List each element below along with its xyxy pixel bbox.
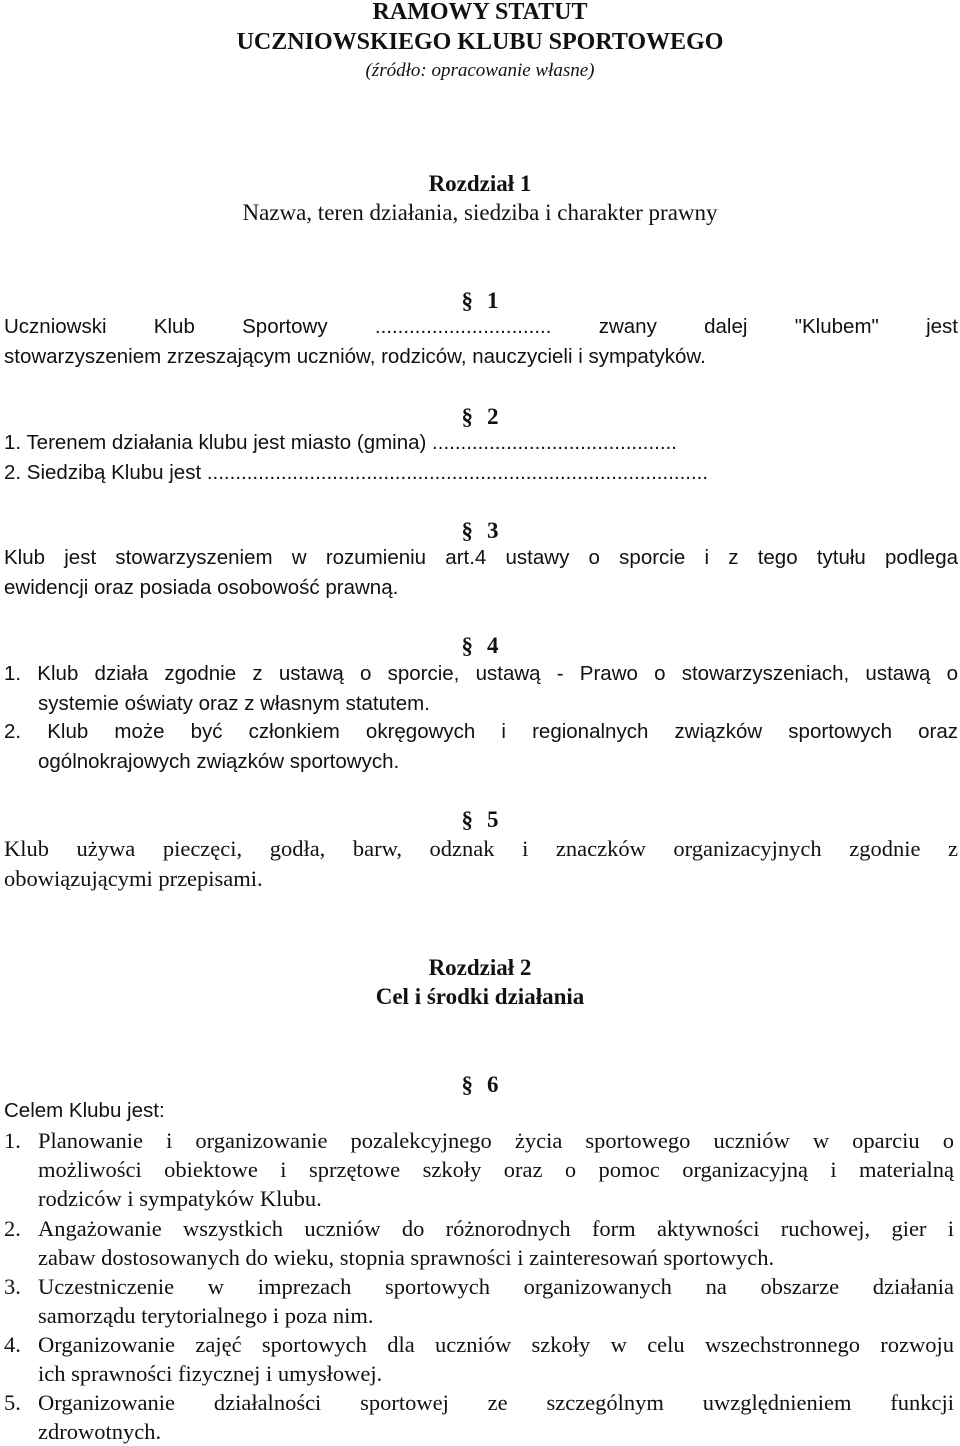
s6-item5-line2: zdrowotnych. [38,1419,162,1444]
s6-intro: Celem Klubu jest: [4,1099,165,1122]
section-6-heading [0,1073,960,1096]
section-number: 4 [487,633,499,658]
s5-line1: Klub używa pieczęci, godła, barw, odznak i znaczków organizacyjnych zgodnie z [4,836,958,861]
s6-item2-line2: zabaw dostosowanych do wieku, stopnia sprawności i zainteresowań sportowych. [38,1245,775,1270]
s6-item3-number: 3. [4,1274,21,1299]
section-1-heading [0,289,960,312]
s1-line1: Uczniowski Klub Sportowy ............................... zwany dalej "Klubem" jest [4,315,958,338]
s6-item2-number: 2. [4,1216,21,1241]
s2-item2: 2. Siedzibą Klubu jest ........................................................................................ [4,461,709,484]
section-symbol: § [461,807,473,832]
s4-item1-line1: 1. Klub działa zgodnie z ustawą o sporcie, ustawą - Prawo o stowarzyszeniach, ustawą o [4,662,958,685]
section-symbol: § [461,633,473,658]
s6-item1-line1: Planowanie i organizowanie pozalekcyjnego życia sportowego uczniów w oparciu o [38,1128,954,1153]
s6-item3-line1: Uczestniczenie w imprezach sportowych organizowanych na obszarze działania [38,1274,954,1299]
section-number: 3 [487,518,499,543]
section-2-heading [0,405,960,428]
section-symbol: § [461,288,473,313]
s5-line2: obowiązującymi przepisami. [4,866,263,891]
s3-line2: ewidencji oraz posiada osobowość prawną. [4,576,399,599]
s6-item4-number: 4. [4,1332,21,1357]
section-5-heading [0,808,960,831]
section-symbol: § [461,518,473,543]
section-symbol: § [461,1072,473,1097]
source-note: (źródło: opracowanie własne) [365,60,595,81]
section-4-heading [0,634,960,657]
document-title-line2: UCZNIOWSKIEGO KLUBU SPORTOWEGO [236,29,724,55]
section-3-heading [0,519,960,542]
s6-item3-line2: samorządu terytorialnego i poza nim. [38,1303,374,1328]
s6-item4-line2: ich sprawności fizycznej i umysłowej. [38,1361,383,1386]
s6-item1-number: 1. [4,1128,21,1153]
s6-item4-line1: Organizowanie zajęć sportowych dla uczniów szkoły w celu wszechstronnego rozwoju [38,1332,954,1357]
s3-line1: Klub jest stowarzyszeniem w rozumieniu art.4 ustawy o sporcie i z tego tytułu podlega [4,546,958,569]
s4-item1-line2: systemie oświaty oraz z własnym statutem. [38,692,430,715]
s6-item1-line3: rodziców i sympatyków Klubu. [38,1186,322,1211]
section-number: 1 [487,288,499,313]
chapter1-label: Rozdział 1 [428,171,532,196]
s6-item1-line2: możliwości obiektowe i sprzętowe szkoły oraz o pomoc organizacyjną i materialną [38,1157,954,1182]
chapter1-subtitle: Nazwa, teren działania, siedziba i charakter prawny [242,200,718,225]
s4-item2-line2: ogólnokrajowych związków sportowych. [38,750,400,773]
s4-item2-line1: 2. Klub może być członkiem okręgowych i regionalnych związków sportowych oraz [4,720,958,743]
section-number: 5 [487,807,499,832]
chapter2-label: Rozdział 2 [428,955,532,980]
s6-item5-number: 5. [4,1390,21,1415]
s6-item5-line1: Organizowanie działalności sportowej ze szczególnym uwzględnieniem funkcji [38,1390,954,1415]
s1-line2: stowarzyszeniem zrzeszającym uczniów, rodziców, nauczycieli i sympatyków. [4,345,706,368]
s6-item2-line1: Angażowanie wszystkich uczniów do różnorodnych form aktywności ruchowej, gier i [38,1216,954,1241]
section-number: 6 [487,1072,499,1097]
chapter2-subtitle: Cel i środki działania [375,984,585,1009]
section-symbol: § [461,404,473,429]
s2-item1: 1. Terenem działania klubu jest miasto (gmina) ........................................... [4,431,677,454]
document-title-line1: RAMOWY STATUT [372,0,588,25]
section-number: 2 [487,404,499,429]
